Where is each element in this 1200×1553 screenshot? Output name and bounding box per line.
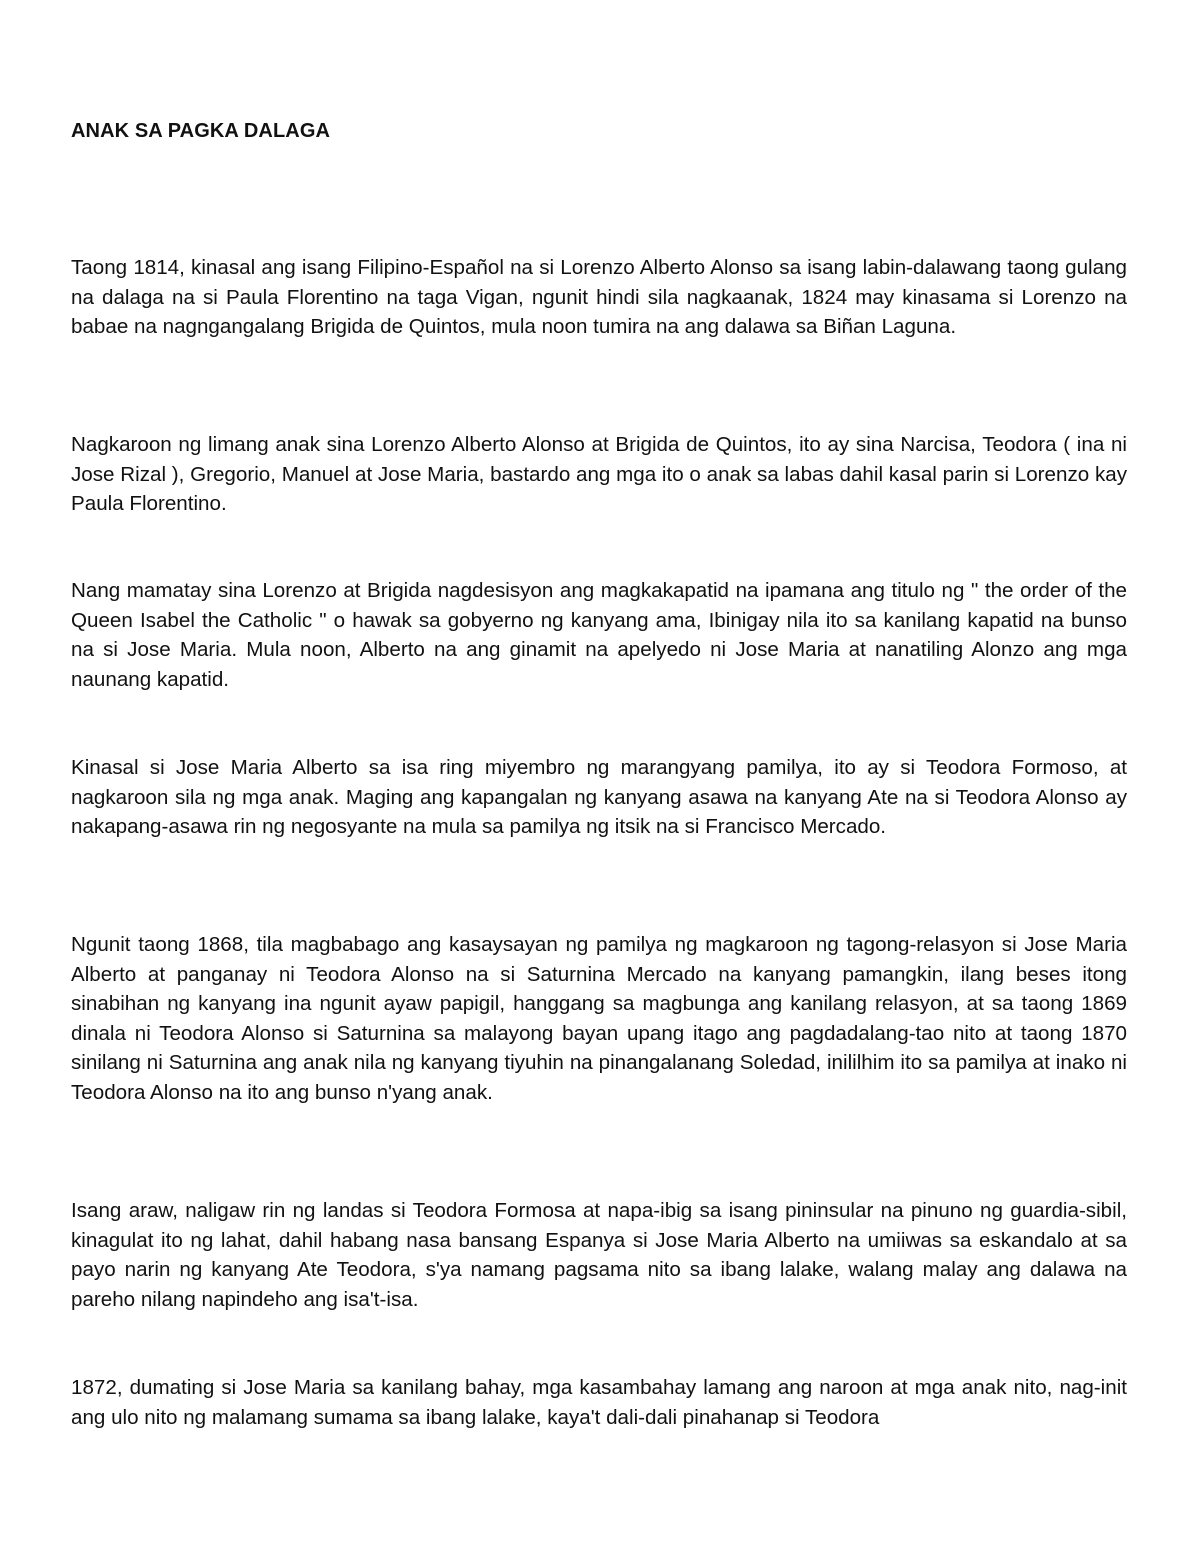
paragraph-1: Taong 1814, kinasal ang isang Filipino-Español na si Lorenzo Alberto Alonso sa isang labin-dalawang taong gulang na dalaga na si Paula Florentino na taga Vigan, ngunit hindi sila nagkaanak, 1824 may kinasama si Lorenzo na babae na nagngangalang Brigida de Quintos, mula noon tumira na ang dalawa sa Biñan Laguna.: [71, 256, 1127, 339]
paragraph-3: Nang mamatay sina Lorenzo at Brigida nagdesisyon ang magkakapatid na ipamana ang titulo ng " the order of the Queen Isabel the Catholic " o hawak sa gobyerno ng kanyang ama, Ibinigay nila ito sa kanilang kapatid na bunso na si Jose Maria. Mula noon, Alberto na ang ginamit na apelyedo ni Jose Maria at nanatiling Alonzo ang mga naunang kapatid.: [71, 579, 1127, 691]
paragraph-7: 1872, dumating si Jose Maria sa kanilang bahay, mga kasambahay lamang ang naroon at mga anak nito, nag-init ang ulo nito ng malamang sumama sa ibang lalake, kaya't dali-dali pinahanap si Teodora: [71, 1376, 1127, 1429]
paragraph-4: Kinasal si Jose Maria Alberto sa isa ring miyembro ng marangyang pamilya, ito ay si Teodora Formoso, at nagkaroon sila ng mga anak. Maging ang kapangalan ng kanyang asawa na kanyang Ate na si Teodora Alonso ay nakapang-asawa rin ng negosyante na mula sa pamilya ng itsik na si Francisco Mercado.: [71, 756, 1127, 839]
paragraph-6: Isang araw, naligaw rin ng landas si Teodora Formosa at napa-ibig sa isang pininsular na pinuno ng guardia-sibil, kinagulat ito ng lahat, dahil habang nasa bansang Espanya si Jose Maria Alberto na umiiwas sa eskandalo at sa payo narin ng kanyang Ate Teodora, s'ya namang pagsama nito sa ibang lalake, walang malay ang dalawa na pareho nilang napindeho ang isa't-isa.: [71, 1199, 1127, 1311]
paragraph-5: Ngunit taong 1868, tila magbabago ang kasaysayan ng pamilya ng magkaroon ng tagong-relasyon si Jose Maria Alberto at panganay ni Teodora Alonso na si Saturnina Mercado na kanyang pamangkin, ilang beses itong sinabihan ng kanyang ina ngunit ayaw papigil, hanggang sa magbunga ang kanilang relasyon, at sa taong 1869 dinala ni Teodora Alonso si Saturnina sa malayong bayan upang itago ang pagdadalang-tao nito at taong 1870 sinilang ni Saturnina ang anak nila ng kanyang tiyuhin na pinangalanang Soledad, inililhim ito sa pamilya at inako ni Teodora Alonso na ito ang bunso n'yang anak.: [71, 933, 1127, 1104]
paragraph-2: Nagkaroon ng limang anak sina Lorenzo Alberto Alonso at Brigida de Quintos, ito ay sina Narcisa, Teodora ( ina ni Jose Rizal ), Gregorio, Manuel at Jose Maria, bastardo ang mga ito o anak sa labas dahil kasal parin si Lorenzo kay Paula Florentino.: [71, 433, 1127, 516]
document-title: ANAK SA PAGKA DALAGA: [71, 120, 331, 142]
